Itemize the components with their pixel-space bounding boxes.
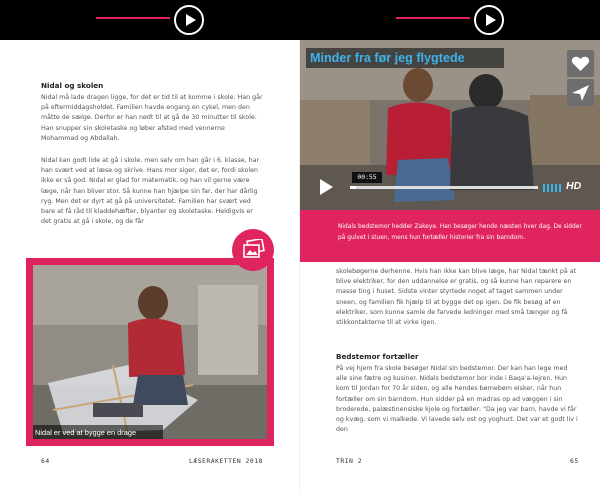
paragraph: På vej hjem fra skole besøger Nidal sin bedstemor. Der kan han lege med alle sine fætre og kusiner. Nidals bedstemor bor inde i Baqa'a-lejren. Hun kom til Jordan for 70 år siden, og alle hendes børnebørn elsker, når hun fortæller om sin barndom. Hun sidder på en madras op ad væggen i sin broderede, palæstinensiske kjole og fortæller: "Da jeg var barn, havde vi får og kvæg, som vi malkede. Vi lavede selv ost og yoghurt. Det var et godt liv i den — [336, 365, 578, 434]
paragraph: Nidal må lade dragen ligge, for det er tid til at komme i skole. Han går på eftermiddagsholdet. Familien havde engang en cykel, men den måtte de sælge. Derfor er han nødt til at gå de 30 minutter til skole. Han snupper sin skoletaske og løber afsted med vennerne Mohammad og Abdallah. — [41, 94, 263, 142]
page-number: 65 — [570, 457, 579, 465]
heart-icon — [567, 50, 594, 77]
section-heading: Nidal og skolen — [41, 81, 104, 90]
gallery-icon[interactable] — [243, 239, 265, 259]
volume-icon[interactable] — [543, 182, 563, 192]
page-number: 64 — [41, 457, 50, 465]
play-icon[interactable] — [320, 179, 333, 195]
video-time: 00:55 — [352, 172, 382, 183]
play-icon[interactable] — [474, 5, 504, 35]
video-caption: Nidals bedstemor hedder Zakeye. Han besøger hende næsten hver dag. De sidder på gulvet i stuen, mens hun fortæller historier fra sin barndom. — [338, 224, 582, 241]
top-line-left — [96, 17, 170, 19]
video-title: Minder fra før jeg flygtede — [310, 51, 465, 65]
photo-caption: Nidal er ved at bygge en drage — [35, 428, 137, 437]
send-icon — [567, 79, 594, 106]
footer-label: TRIN 2 — [336, 457, 363, 465]
photo-image — [33, 265, 267, 439]
like-button[interactable] — [567, 50, 594, 77]
video-progress-bar[interactable] — [350, 186, 538, 189]
section-heading: Bedstemor fortæller — [336, 352, 419, 361]
top-line-right — [396, 17, 470, 19]
paragraph: Nidal kan godt lide at gå i skole, men selv om han går i 6. klasse, har han svært ved at læse og skrive. Hans mor siger, det er, fordi skolen ikke er så god. Nidal er glad for matematik, og han vil gerne være læge, når han bliver stor. Så kunne han hjælpe sin far, der har dårlig ryg. Men det er dyrt at gå på universitetet. Familien har svært ved bare at få råd til kladdehæfter, blyanter og skoletaske. Heldigvis er det gratis at gå i skole, og de får — [41, 157, 260, 226]
top-bar — [0, 0, 600, 40]
footer-title: LÆSERAKETTEN 2018 — [189, 457, 263, 465]
play-icon[interactable] — [174, 5, 204, 35]
paragraph: skolebøgerne derhenne. Hvis han ikke kan blive læge, har Nidal tænkt på at blive elektriker, for den uddannelse er gratis, og så kunne han reparere en masse ting i huset. Sidste vinter styrtede noget af taget sammen under sneen, og familien fik hjælp til at bygge det op igen. De fik besøg af en elektriker, som kunne samle de farvede ledninger med små tænger og få stikkontakterne til at virke igen. — [336, 268, 577, 327]
hd-toggle[interactable]: HD — [566, 180, 582, 192]
photo-boy-building-kite[interactable] — [33, 265, 267, 439]
video-progress-fill — [350, 186, 356, 189]
share-button[interactable] — [567, 79, 594, 106]
